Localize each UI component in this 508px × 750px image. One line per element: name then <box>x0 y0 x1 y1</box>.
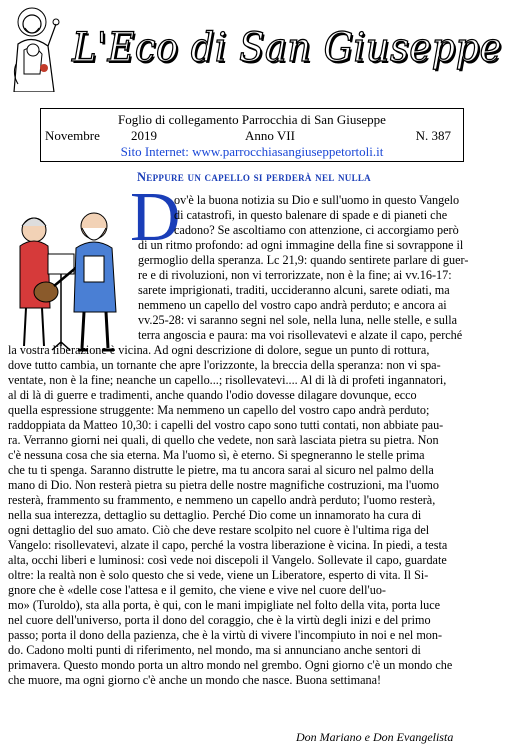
article-line: al di là di guerre e tradimenti, anche quando l'odio dovesse dilagare dovunque, ecco <box>8 388 417 402</box>
article-line: di un ritmo profondo: ad ogni immagine della fine si sovrappone il <box>138 238 464 252</box>
article-line: cadono? Se ascoltiamo con attenzione, ci accorgiamo però <box>174 223 459 237</box>
issue-details <box>41 128 463 144</box>
article-line: dove tutto cambia, un tornante che apre l'orizzonte, la breccia della speranza: non vi spa- <box>8 358 441 372</box>
article-line: c'è nessuna cosa che sia eterna. Ma l'uomo sì, è eterno. Si spegneranno le stelle prima <box>8 448 425 462</box>
elderly-couple-singing-icon <box>8 196 128 356</box>
article-line: oltre: la realtà non è solo questo che si vede, viene un Liberatore, esperto di vita. Il Si- <box>8 568 429 582</box>
article-line: sarete imprigionati, traditi, uccideranno alcuni, sarete odiati, ma <box>138 283 450 297</box>
article-heading: Neppure un capello si perderà nel nulla <box>136 170 371 184</box>
article-line: germoglio della speranza. Lc 21,9: quando sentirete parlare di guer- <box>138 253 469 267</box>
article-line: nella sua interezza, dettaglio su dettaglio. Perché Dio come un innamorato ha cura di <box>8 508 422 522</box>
article-line: ra. Verranno giorni nei quali, di quello che vedete, non sarà lasciata pietra su pietra. Non <box>8 433 439 447</box>
article-line: raddoppiata da Matteo 10,30: i capelli del vostro capo sono tutti contati, non abbiate pau- <box>8 418 444 432</box>
article-line: mano di Dio. Non resterà pietra su pietra delle nostre magnifiche costruzioni, ma l'uomo <box>8 478 440 492</box>
article-line: ventate, non è la fine; neanche un capello...; risollevatevi.... Al di là di profeti ingannatori, <box>8 373 447 387</box>
article-line: vv.25-28: vi saranno segni nel sole, nella luna, nelle stelle, e sulla <box>138 313 458 327</box>
article-line: nel cuore dell'universo, porta il dono del coraggio, che è la virtù degli inizi e del primo <box>8 613 431 627</box>
info-box <box>40 108 464 162</box>
issue-number: N. 387 <box>415 128 451 143</box>
article-line: la vostra liberazione è vicina. Ad ogni descrizione di dolore, segue un punto di rottura, <box>8 343 430 357</box>
saint-joseph-with-child-icon <box>4 4 64 92</box>
article-line: ogni dettaglio del suo amato. Ciò che deve restare scolpito nel cuore è l'ultima riga del <box>8 523 430 537</box>
article-line: che tu ti spenga. Saranno distrutte le pietre, ma tu ancora sarai al sicuro nel palmo della <box>8 463 434 477</box>
article-line: re e di rivoluzioni, non vi terrorizzate, non è la fine; ai vv.16-17: <box>138 268 452 282</box>
issue-anno: Anno VII <box>245 128 295 143</box>
article-line: terra angoscia e paura: ma voi risollevatevi e alzate il capo, perché <box>138 328 463 342</box>
article-line: quella espressione struggente: Ma nemmeno un capello del vostro capo andrà perduto; <box>8 403 430 417</box>
website-link[interactable]: Sito Internet: www.parrocchiasangiuseppetortoli.it <box>120 144 384 159</box>
article-line: gnore che è «delle cose l'attesa e il gemito, che viene e vive nel cuore dell'uo- <box>8 583 386 597</box>
article-line: do. Cadono molti punti di riferimento, nel mondo, ma si annunciano anche sentori di <box>8 643 421 657</box>
article-line: alta, occhi liberi e luminosi: così vede noi discepoli il Vangelo. Sollevate il capo, guardate <box>8 553 447 567</box>
article-line: che muore, ma ogni giorno c'è anche un mondo che nasce. Buona settimana! <box>8 673 382 687</box>
issue-month: Novembre <box>45 128 100 143</box>
signature: Don Mariano e Don Evangelista <box>296 730 454 744</box>
article-line: nemmeno un capello del vostro capo andrà perduto; e ancora ai <box>138 298 447 312</box>
article-line: di catastrofi, in questo balenare di spade e di pianeti che <box>174 208 448 222</box>
issue-year: 2019 <box>131 128 157 143</box>
article-line: mo» (Turoldo), sta alla porta, è qui, con le mani impigliate nel folto della vita, porta luce <box>8 598 441 612</box>
article-line: resterà, frammento su frammento, e nemmeno un capello andrà perduto; l'uomo resterà, <box>8 493 436 507</box>
article-line: primavera. Questo mondo porta un altro mondo nel grembo. Ogni giorno c'è un mondo che <box>8 658 453 672</box>
article-line: ov'è la buona notizia su Dio e sull'uomo in questo Vangelo <box>174 193 460 207</box>
newsletter-title: L'Eco di San Giuseppe <box>72 25 502 71</box>
drop-cap: D <box>130 179 181 256</box>
article-line: passo; porta il dono della pazienza, che è la virtù di vivere l'incompiuto in noi e nel mon- <box>8 628 443 642</box>
info-subtitle: Foglio di collegamento Parrocchia di San Giuseppe <box>118 112 386 127</box>
article-line: Vangelo: risollevatevi, alzate il capo, perché la vostra liberazione è vicina. In piedi, a testa <box>8 538 448 552</box>
